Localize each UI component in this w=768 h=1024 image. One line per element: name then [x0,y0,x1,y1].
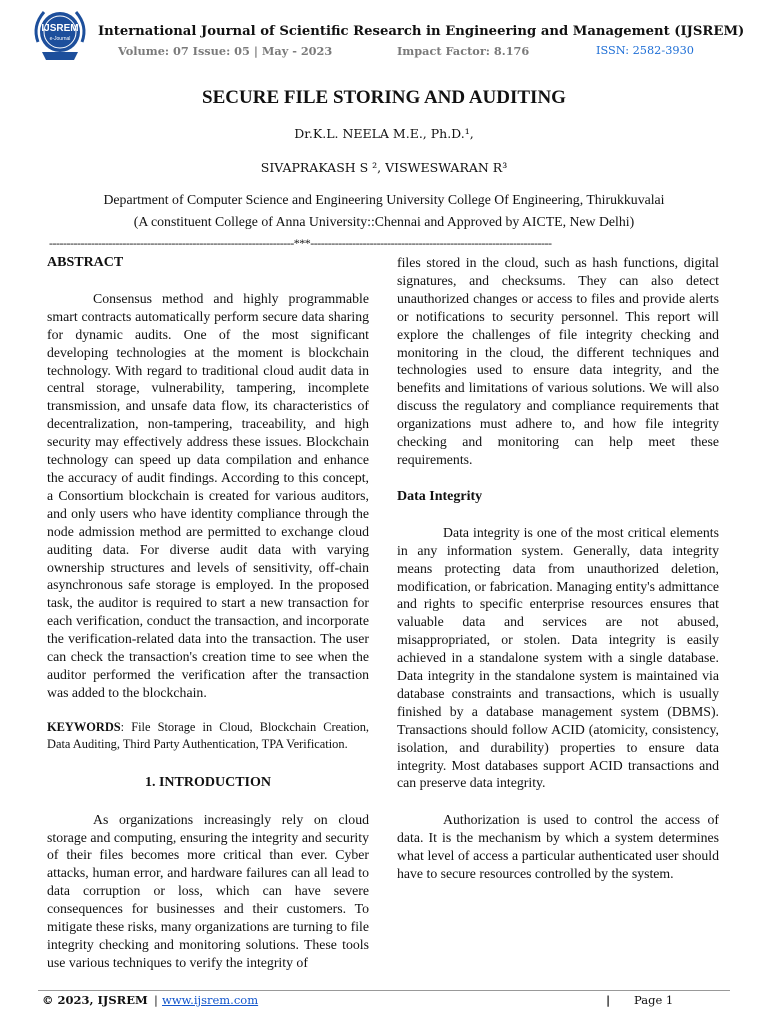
issn: ISSN: 2582-3930 [596,44,694,57]
keywords-text: : File Storage in Cloud, Blockchain Creation, Data Auditing, Third Party Authentication, TPA Verification. [47,719,369,752]
abstract-text: Consensus method and highly programmable smart contracts automatically perform secure data sharing for dynamic audits. One of the most significant developing technologies at the moment is blockchain technology. With regard to traditional cloud audit data in central storage, vulnerability, tampering, incomplete transmission, and unsafe data flow, its characteristics of decentralization, non-tampering, traceability, and high security may effectively address these issues. Blockchain technology can speed up data compilation and enhance the accuracy of audit findings. According to this concept, a Consortium blockchain is created for various auditors, and only users who have identity compliance through the node admission method are permitted to exchange cloud auditing data. For diverse audit data with varying ownership structures and levels of sensitivity, off-chain asynchronous safe storage is employed. In the proposed task, the auditor is required to start a new transaction for each verification, conduct the transaction, and incorporate the verification-related data into the transaction. The user can check the transaction's creation time to see when the auditor performed the verification after the transaction was added to the blockchain. [47,290,369,700]
footer-website-link[interactable]: www.ijsrem.com [162,993,259,1007]
author-2: SIVAPRAKASH S ², VISWESWARAN R³ [260,160,508,175]
abstract-heading: ABSTRACT [47,255,124,270]
volume-info: Volume: 07 Issue: 05 | May - 2023 [118,44,333,58]
introduction-text: As organizations increasingly rely on cloud storage and computing, ensuring the integrity and security of their files becomes more critical than ever. Cyber attacks, human error, and hardware failures can all lead to data corruption or loss, which can have severe consequences for businesses and their customers. To mitigate these risks, many organizations are turning to file integrity checking and monitoring solutions. These tools use various techniques to verify the integrity of [47,811,369,970]
data-integrity-text: Data integrity is one of the most critical elements in any information system. Generally, data integrity means protecting data from unauthorized deletion, modification, or fabrication. Managing entity's admittance and rights to specific enterprise resources ensures that valuable data and services are not abused, misappropriated, or stolen. Data integrity is easily achieved in a standalone system with a single database. Data integrity in the standalone system is maintained via database constraints and transactions, which is usually finished by a database management system (DBMS). Transactions should follow ACID (atomicity, consistency, isolation, and durability) properties to ensure data integrity. Most databases support ACID transactions and can preserve data integrity. [397,524,719,791]
introduction-heading: 1. INTRODUCTION [144,774,271,790]
section-separator: ----------------------------------------------------------------------***--------------------------------------------------------------------- [49,236,552,250]
footer-separator: | [606,993,611,1007]
left-column [47,254,369,972]
paper-title: SECURE FILE STORING AND AUDITING [202,87,566,108]
data-integrity-heading: Data Integrity [397,488,483,504]
author-1: Dr.K.L. NEELA M.E., Ph.D.¹, [294,126,474,141]
affiliation-university: (A constituent College of Anna University::Chennai and Approved by AICTE, New Delhi) [133,214,635,229]
keywords [47,719,369,754]
right-column [397,254,719,883]
introduction-continued: files stored in the cloud, such as hash functions, digital signatures, and checksums. They can also detect unauthorized changes or access to files and provide alerts or notifications to security personnel. This report will explore the challenges of file integrity checking and monitoring in the cloud, the different techniques and technologies used to ensure data integrity, and the benefits and limitations of various solutions. We will also discuss the regulatory and compliance requirements that organizations must adhere to, and how file integrity checking and monitoring can help meet these requirements. [397,255,719,467]
footer-copyright: © 2023, IJSREM [42,993,148,1007]
journal-logo [28,4,92,66]
footer-divider [38,990,730,991]
impact-factor: Impact Factor: 8.176 [397,44,530,58]
affiliation-department: Department of Computer Science and Engineering University College Of Engineering, Thirukkuvalai [103,192,665,207]
keywords-label: KEYWORDS [47,719,121,734]
logo-text: IJSREM [41,23,79,34]
authorization-text: Authorization is used to control the access of data. It is the mechanism by which a system determines what level of access a particular authenticated user should have to secure resources controlled by the system. [397,812,719,882]
logo-ribbon [42,52,78,60]
logo-subtext: e-Journal [49,36,71,42]
footer-separator: | [154,993,158,1007]
page-number: Page 1 [634,993,674,1007]
journal-title: International Journal of Scientific Research in Engineering and Management (IJSREM) [98,24,745,39]
